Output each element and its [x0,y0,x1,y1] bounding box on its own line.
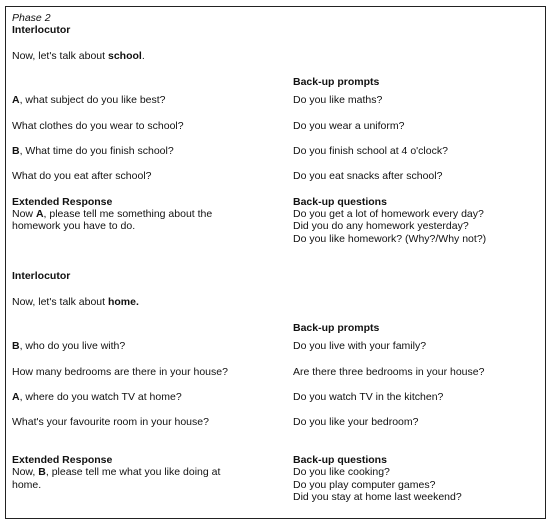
question-row-5: B, who do you live with? [12,340,126,352]
backup-prompt-6: Are there three bedrooms in your house? [293,366,485,378]
backup-prompts-heading-1: Back-up prompts [293,76,380,88]
extended-response-line-3: Now, B, please tell me what you like doing at [12,466,221,478]
backup-prompt-3: Do you finish school at 4 o'clock? [293,145,448,157]
interlocutor-heading-1: Interlocutor [12,24,71,36]
question-row-6: How many bedrooms are there in your house? [12,366,228,378]
backup-question-4: Do you like cooking? [293,466,390,478]
backup-question-2: Did you do any homework yesterday? [293,220,469,232]
intro-home: Now, let's talk about home. [12,296,139,308]
backup-prompt-4: Do you eat snacks after school? [293,170,443,182]
backup-question-1: Do you get a lot of homework every day? [293,208,484,220]
document-frame [5,6,546,519]
extended-response-heading-1: Extended Response [12,196,113,208]
question-row-2: What clothes do you wear to school? [12,120,184,132]
question-row-7: A, where do you watch TV at home? [12,391,182,403]
backup-prompt-7: Do you watch TV in the kitchen? [293,391,444,403]
interlocutor-heading-2: Interlocutor [12,270,71,282]
extended-response-heading-2: Extended Response [12,454,113,466]
intro-school: Now, let's talk about school. [12,50,145,62]
backup-prompts-heading-2: Back-up prompts [293,322,380,334]
backup-question-5: Do you play computer games? [293,479,436,491]
backup-questions-heading-2: Back-up questions [293,454,387,466]
backup-prompt-1: Do you like maths? [293,94,383,106]
extended-response-line-2: homework you have to do. [12,220,136,232]
backup-prompt-8: Do you like your bedroom? [293,416,419,428]
backup-prompt-5: Do you live with your family? [293,340,427,352]
backup-question-3: Do you like homework? (Why?/Why not?) [293,233,487,245]
question-row-1: A, what subject do you like best? [12,94,166,106]
backup-question-6: Did you stay at home last weekend? [293,491,462,503]
backup-questions-heading-1: Back-up questions [293,196,387,208]
question-row-4: What do you eat after school? [12,170,152,182]
backup-prompt-2: Do you wear a uniform? [293,120,405,132]
extended-response-line-4: home. [12,479,42,491]
question-row-3: B, What time do you finish school? [12,145,174,157]
question-row-8: What's your favourite room in your house? [12,416,209,428]
extended-response-line-1: Now A, please tell me something about the [12,208,213,220]
phase-label: Phase 2 [12,12,51,24]
